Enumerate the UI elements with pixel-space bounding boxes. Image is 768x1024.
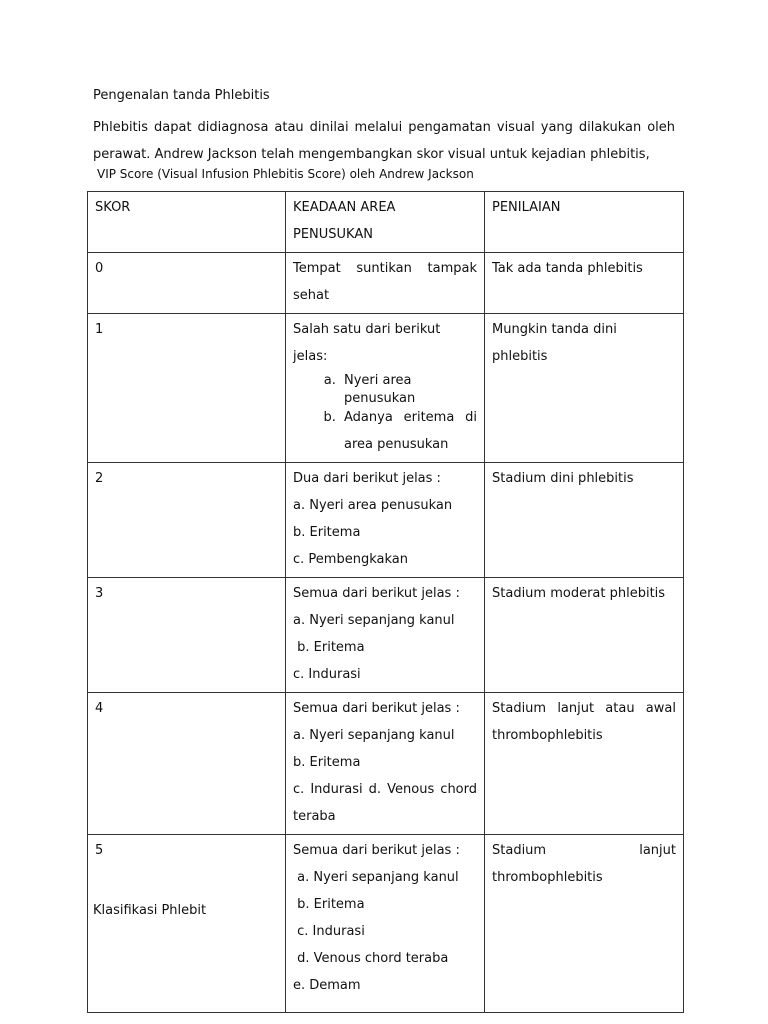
list-item: a. Nyeri sepanjang kanul xyxy=(293,728,455,743)
table-row xyxy=(88,693,684,835)
list-item: b. Eritema xyxy=(293,640,365,655)
section-heading: Klasifikasi Phlebit xyxy=(93,903,207,918)
list-item: c. Indurasi xyxy=(293,924,365,939)
list-item: e. Demam xyxy=(293,978,361,993)
header-keadaan: KEADAAN AREA PENUSUKAN xyxy=(286,192,485,253)
keadaan-cell: Tempat suntikan tampak sehat xyxy=(286,253,485,314)
penilaian-cell: Stadium lanjut atau awal thrombophlebitis xyxy=(485,693,684,835)
penilaian-cell: Tak ada tanda phlebitis xyxy=(485,253,684,314)
list-item: a. Nyeri sepanjang kanul xyxy=(293,870,459,885)
criteria-list xyxy=(293,372,477,458)
keadaan-cell xyxy=(286,463,485,578)
keadaan-intro: Semua dari berikut jelas : xyxy=(293,843,460,858)
list-item: c. Pembengkakan xyxy=(293,552,408,567)
list-item: c. Indurasi xyxy=(293,667,361,682)
list-item: b. Adanya eritema di area penusukan xyxy=(340,404,477,458)
list-item: a. Nyeri area penusukan xyxy=(340,372,477,408)
list-item: d. Venous chord teraba xyxy=(293,951,449,966)
page-title: Pengenalan tanda Phlebitis xyxy=(93,88,270,103)
skor-cell: 1 xyxy=(88,314,286,463)
penilaian-cell: Stadium moderat phlebitis xyxy=(485,578,684,693)
header-skor: SKOR xyxy=(88,192,286,253)
table-caption: VIP Score (Visual Infusion Phlebitis Score) oleh Andrew Jackson xyxy=(97,167,474,181)
keadaan-cell xyxy=(286,693,485,835)
table-row xyxy=(88,314,684,463)
keadaan-intro: Dua dari berikut jelas : xyxy=(293,471,441,486)
keadaan-intro: Semua dari berikut jelas : xyxy=(293,701,460,716)
table-header-row xyxy=(88,192,684,253)
keadaan-cell xyxy=(286,578,485,693)
keadaan-cell xyxy=(286,835,485,1013)
skor-cell: 5 xyxy=(88,835,286,1013)
penilaian-cell: Stadium dini phlebitis xyxy=(485,463,684,578)
skor-cell: 3 xyxy=(88,578,286,693)
intro-paragraph: Phlebitis dapat didiagnosa atau dinilai melalui pengamatan visual yang dilakukan oleh perawat. Andrew Jackson telah mengembangkan skor visual untuk kejadian phlebitis, xyxy=(93,120,675,162)
list-item: b. Eritema xyxy=(293,755,361,770)
list-item: a. Nyeri area penusukan xyxy=(293,498,453,513)
penilaian-cell: Mungkin tanda dini phlebitis xyxy=(485,314,684,463)
skor-cell: 0 xyxy=(88,253,286,314)
keadaan-intro: Semua dari berikut jelas : xyxy=(293,586,460,601)
vip-score-table xyxy=(87,191,684,1013)
skor-cell: 2 xyxy=(88,463,286,578)
table-row xyxy=(88,835,684,1013)
skor-cell: 4 xyxy=(88,693,286,835)
list-item: b. Eritema xyxy=(293,525,361,540)
table-row xyxy=(88,578,684,693)
table-row xyxy=(88,463,684,578)
list-item: c. Indurasi d. Venous chord teraba xyxy=(293,782,477,824)
list-item: b. Eritema xyxy=(293,897,365,912)
table-row xyxy=(88,253,684,314)
header-penilaian: PENILAIAN xyxy=(485,192,684,253)
keadaan-intro: Salah satu dari berikut jelas: xyxy=(293,322,441,364)
list-item: a. Nyeri sepanjang kanul xyxy=(293,613,455,628)
keadaan-cell xyxy=(286,314,485,463)
penilaian-cell: Stadium lanjut thrombophlebitis xyxy=(485,835,684,1013)
